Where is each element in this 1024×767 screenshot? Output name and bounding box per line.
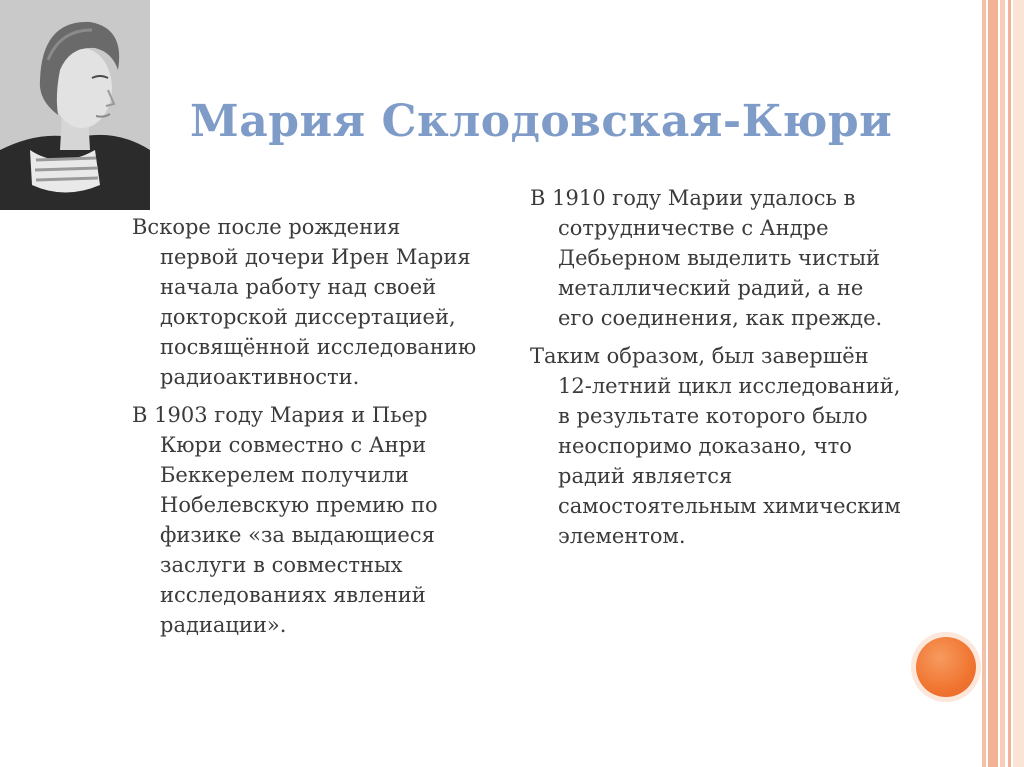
portrait-photo: [0, 0, 150, 210]
portrait-illustration: [0, 0, 150, 210]
decorative-stripe: [982, 0, 986, 767]
orange-circle-icon: [916, 637, 976, 697]
paragraph: В 1903 году Мария и Пьер Кюри совместно с Анри Беккерелем получили Нобелевскую премию по физике «за выдающиеся заслуги в совместных исследованиях явлений радиации».: [132, 403, 438, 637]
decorative-stripe: [1000, 0, 1005, 767]
right-text-column: [530, 183, 905, 559]
paragraph: Таким образом, был завершён 12-летний цикл исследований, в результате которого было неоспоримо доказано, что радий является самостоятельным химическим элементом.: [530, 344, 901, 548]
paragraph: В 1910 году Марии удалось в сотрудничестве с Андре Дебьерном выделить чистый металлический радий, а не его соединения, как прежде.: [530, 186, 883, 330]
slide-title: Мария Склодовская-Кюри: [190, 96, 893, 147]
decorative-stripe: [1013, 0, 1024, 767]
decorative-stripe: [988, 0, 998, 767]
left-text-column: [132, 212, 477, 648]
paragraph: Вскоре после рождения первой дочери Ирен Мария начала работу над своей докторской диссертацией, посвящённой исследованию радиоактивности.: [132, 215, 477, 389]
decorative-stripe: [1008, 0, 1011, 767]
